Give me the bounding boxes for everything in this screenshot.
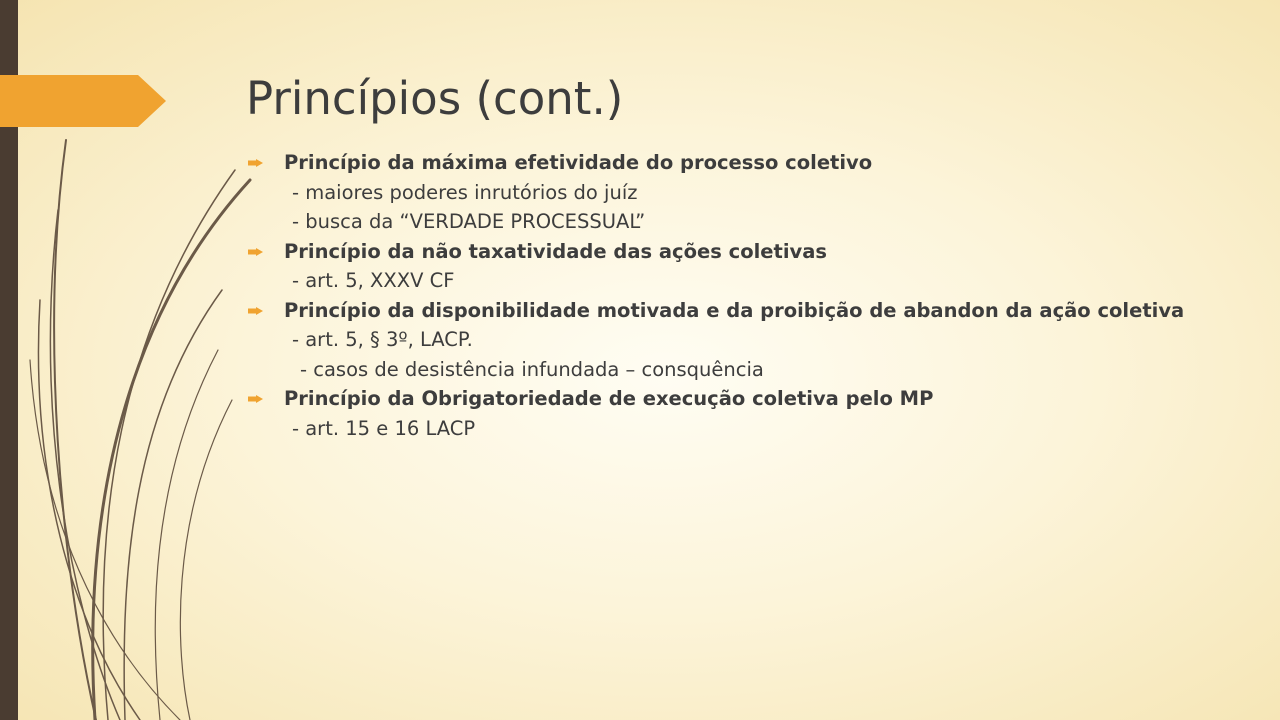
decor-curve bbox=[103, 170, 235, 720]
bullet-text: Princípio da máxima efetividade do processo coletivo bbox=[284, 151, 873, 174]
sub-item: - art. 15 e 16 LACP bbox=[292, 416, 476, 440]
arrow-bullet-icon bbox=[248, 159, 263, 167]
bullet-item bbox=[248, 296, 1248, 326]
sub-item: - art. 5, XXXV CF bbox=[292, 269, 455, 292]
content-list bbox=[248, 148, 1248, 443]
sub-item: - casos de desistência infundada – consquência bbox=[300, 357, 764, 381]
decor-curve bbox=[93, 180, 250, 720]
arrow-bullet-icon bbox=[248, 395, 263, 403]
bullet-text: Princípio da não taxatividade das ações coletivas bbox=[284, 239, 827, 263]
sub-item: - maiores poderes inrutórios do juíz bbox=[292, 180, 638, 204]
decor-curve bbox=[124, 290, 222, 720]
sub-item: - busca da “VERDADE PROCESSUAL” bbox=[292, 210, 646, 233]
slide-title: Princípios (cont.) bbox=[246, 72, 624, 125]
title-accent-arrow bbox=[0, 75, 166, 127]
bullet-item bbox=[248, 237, 1248, 267]
bullet-item bbox=[248, 148, 1248, 178]
bullet-text: Princípio da Obrigatoriedade de execução coletiva pelo MP bbox=[284, 387, 934, 410]
sub-item: - art. 5, § 3º, LACP. bbox=[292, 328, 473, 351]
decor-curve bbox=[155, 350, 218, 720]
bullet-text: Princípio da disponibilidade motivada e da proibição de abandon da ação coletiva bbox=[284, 298, 1185, 322]
bullet-item bbox=[248, 384, 1248, 414]
decor-curve bbox=[180, 400, 232, 720]
arrow-bullet-icon bbox=[248, 307, 263, 315]
arrow-bullet-icon bbox=[248, 248, 263, 256]
